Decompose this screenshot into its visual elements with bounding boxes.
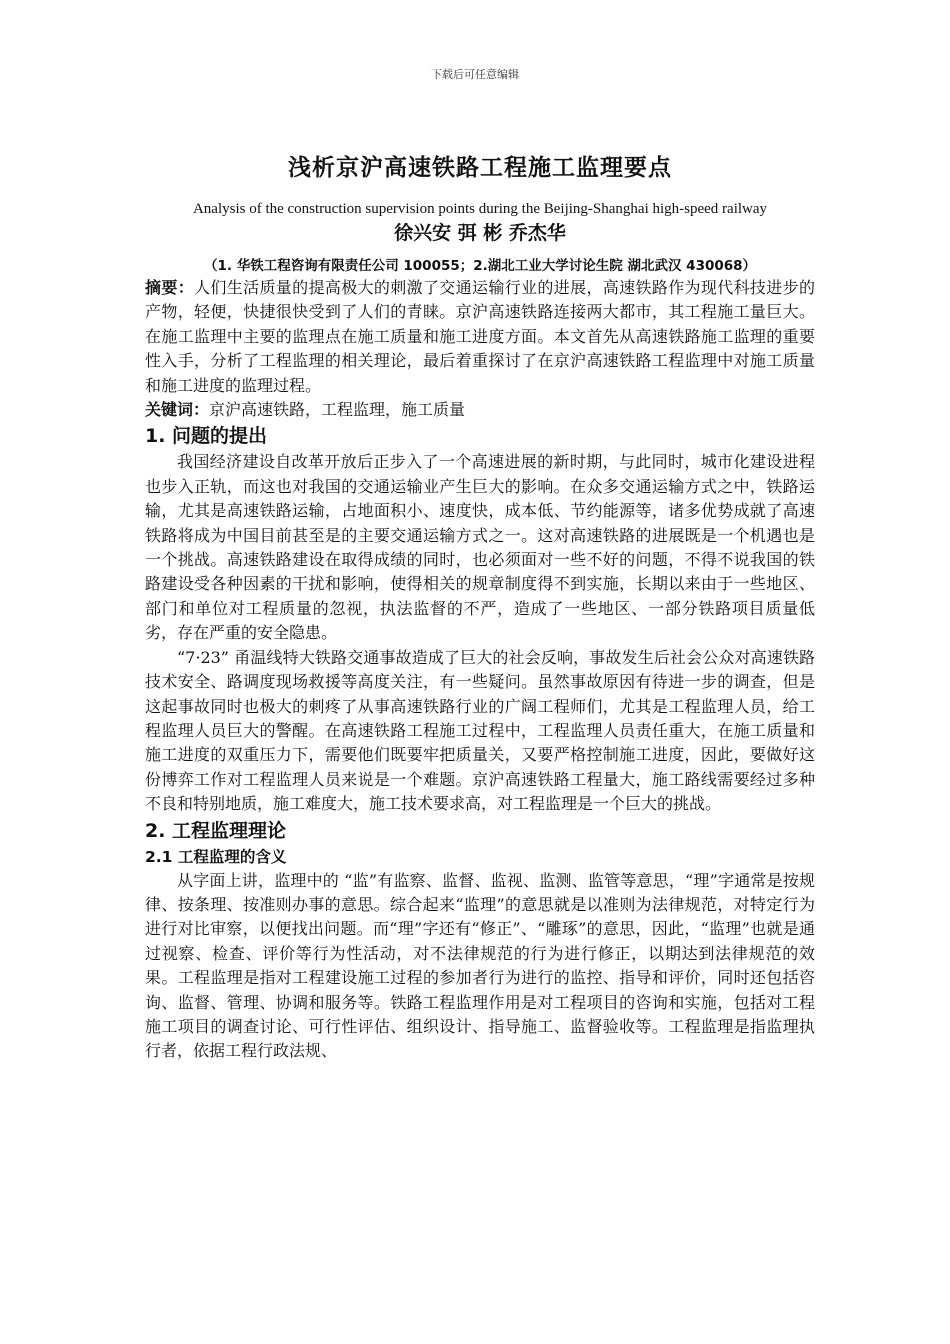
authors: 徐兴安 弭 彬 乔杰华 xyxy=(394,222,566,244)
section-1-paragraph-2: “7·23” 甬温线特大铁路交通事故造成了巨大的社会反响，事故发生后社会公众对高速铁路技术安全、路调度现场救援等高度关注，有一些疑问。虽然事故原因有待进一步的调查，但是这起事故同时也极大的刺疼了从事高速铁路行业的广阔工程师们，尤其是工程监理人员，给工程监理人员巨大的警醒。在高速铁路工程施工过程中，工程监理人员责任重大，在施工质量和施工进度的双重压力下，需要他们既要牢把质量关，又要严格控制施工进度，因此，要做好这份博弈工作对工程监理人员来说是一个难题。京沪高速铁路工程量大，施工路线需要经过多种不良和特别地质，施工难度大，施工技术要求高，对工程监理是一个巨大的挑战。 xyxy=(145,647,815,814)
keywords xyxy=(145,398,815,422)
section-1-paragraph-1: 我国经济建设自改革开放后正步入了一个高速进展的新时期，与此同时，城市化建设进程也步入正轨，而这也对我国的交通运输业产生巨大的影响。在众多交通运输方式之中，铁路运输，尤其是高速铁路运输，占地面积小、速度快，成本低、节约能源等，诸多优势成就了高速铁路将成为中国目前甚至是的主要交通运输方式之一。这对高速铁路的进展既是一个机遇也是一个挑战。高速铁路建设在取得成绩的同时，也必须面对一些不好的问题，不得不说我国的铁路建设受各种因素的干扰和影响，使得相关的规章制度得不到实施，长期以来由于一些地区、部门和单位对工程质量的忽视，执法监督的不严，造成了一些地区、一部分铁路项目质量低劣，存在严重的安全隐患。 xyxy=(145,452,815,643)
paper-title: 浅析京沪高速铁路工程施工监理要点 xyxy=(288,155,672,181)
header-note: 下载后可任意编辑 xyxy=(431,68,519,81)
section-2-1-heading: 2.1 工程监理的含义 xyxy=(145,847,287,866)
keywords-label: 关键词： xyxy=(145,400,210,420)
document-body xyxy=(145,150,815,1064)
affiliation: （1. 华铁工程咨询有限责任公司 100055；2.湖北工业大学讨论生院 湖北武汉 430068） xyxy=(203,258,757,274)
english-subtitle: Analysis of the construction supervision points during the Beijing-Shanghai high-speed railway xyxy=(192,201,768,217)
abstract xyxy=(145,276,815,398)
abstract-label: 摘要： xyxy=(145,278,195,297)
section-2-1-paragraph: 从字面上讲，监理中的 “监”有监察、监督、监视、监测、监管等意思，“理”字通常是按规律、按条理、按准则办事的意思。综合起来“监理”的意思就是以准则为法律规范，对特定行为进行对比审察，以便找出问题。而“理”字还有“修正”、“雕琢”的意思，因此，“监理”也就是通过视察、检查、评价等行为性活动，对不法律规范的行为进行修正，以期达到法律规范的效果。工程监理是指对工程建设施工过程的参加者行为进行的监控、指导和评价，同时还包括咨询、监督、管理、协调和服务等。铁路工程监理作用是对工程项目的咨询和实施，包括对工程施工项目的调查讨论、可行性评估、组织设计、指导施工、监督验收等。工程监理是指监理执行者，依据工程行政法规、 xyxy=(145,870,815,1061)
abstract-text: 人们生活质量的提高极大的刺激了交通运输行业的进展，高速铁路作为现代科技进步的产物，轻便，快捷很快受到了人们的青睐。京沪高速铁路连接两大都市，其工程施工量巨大。在施工监理中主要的监理点在施工质量和施工进度方面。本文首先从高速铁路施工监理的重要性入手，分析了工程监理的相关理论，最后着重探讨了在京沪高速铁路工程监理中对施工质量和施工进度的监理过程。 xyxy=(145,278,815,395)
keywords-text: 京沪高速铁路，工程监理，施工质量 xyxy=(209,400,466,420)
section-1-heading: 1. 问题的提出 xyxy=(145,425,268,448)
section-2-heading: 2. 工程监理理论 xyxy=(145,819,287,842)
